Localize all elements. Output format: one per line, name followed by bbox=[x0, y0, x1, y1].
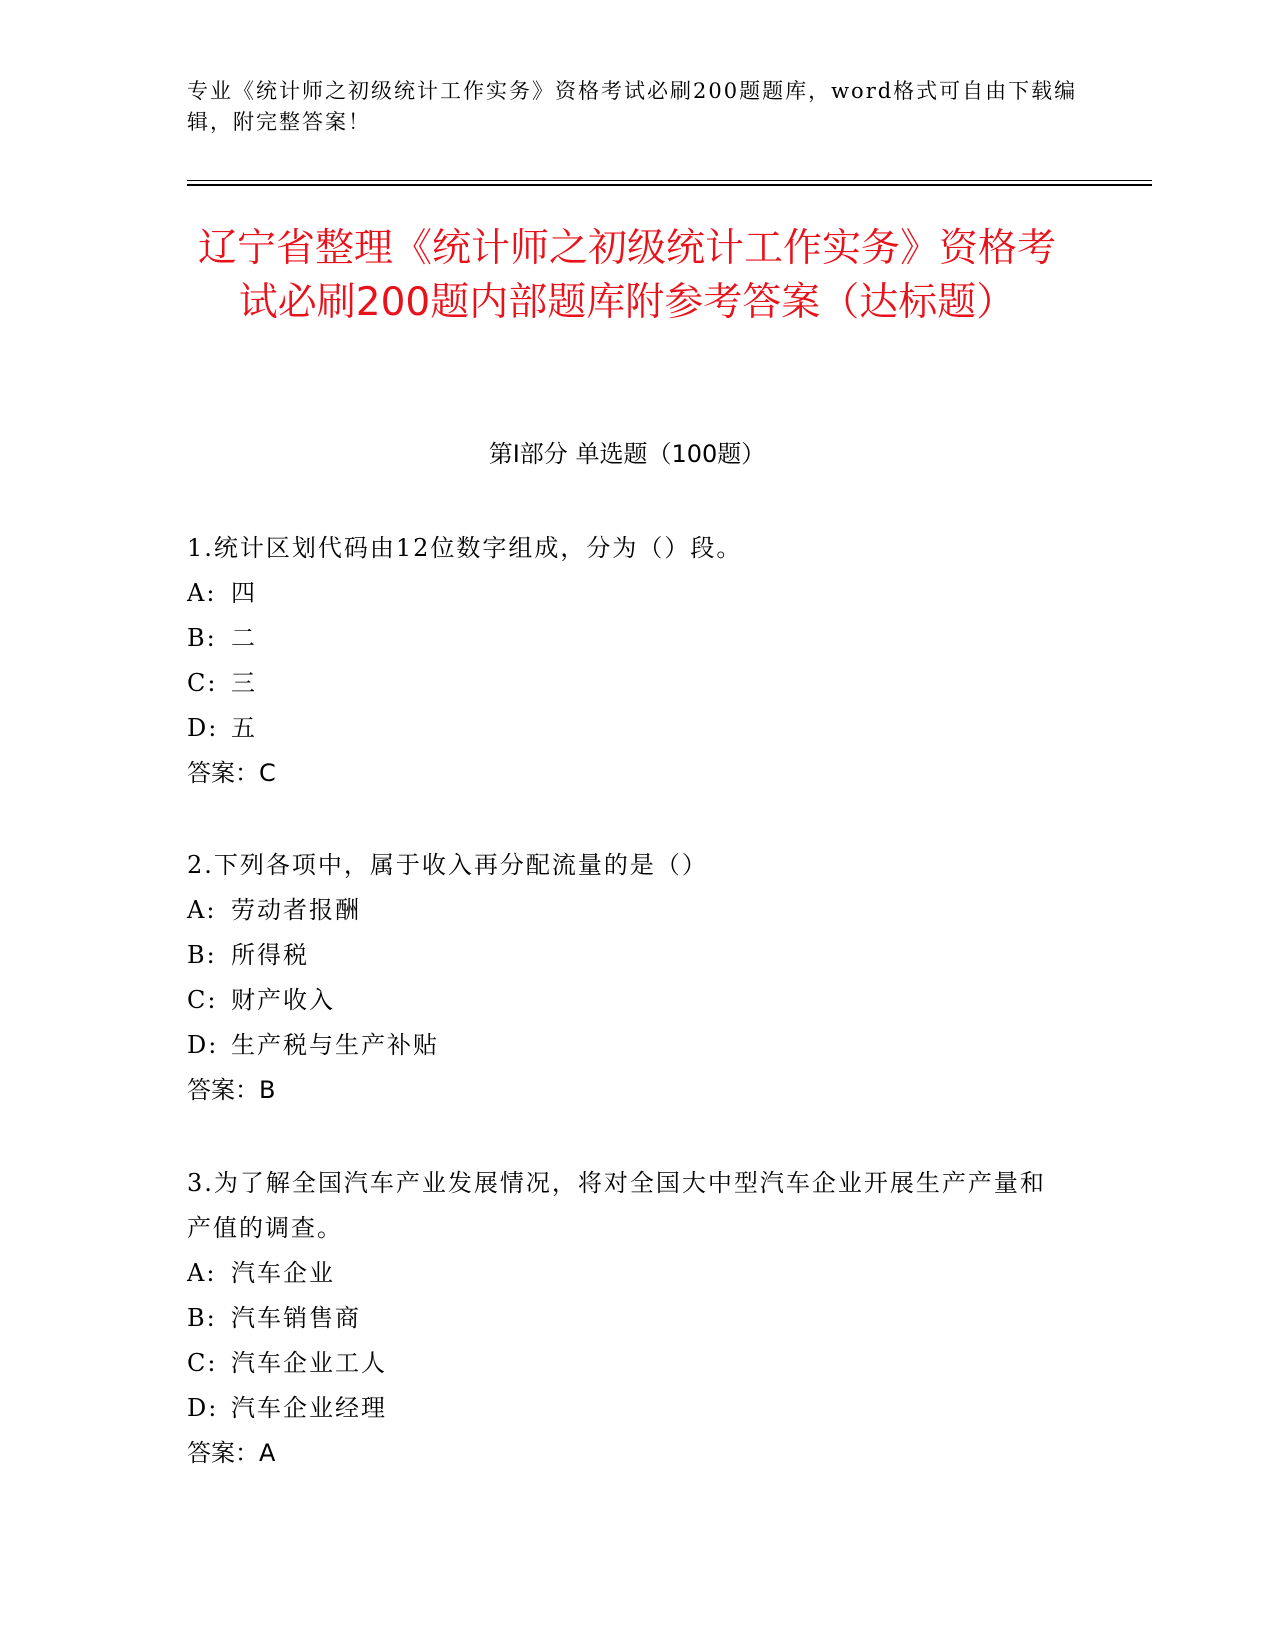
option-key: C: bbox=[187, 986, 218, 1014]
option-b bbox=[187, 616, 1067, 661]
option-text: 汽车销售商 bbox=[231, 1304, 361, 1332]
question-stem: 1.统计区划代码由12位数字组成，分为（）段。 bbox=[187, 534, 743, 562]
option-text: 汽车企业经理 bbox=[231, 1394, 387, 1422]
option-c bbox=[187, 978, 1067, 1023]
option-a bbox=[187, 571, 1067, 616]
option-key: D: bbox=[187, 1394, 219, 1422]
option-b bbox=[187, 933, 1067, 978]
option-key: A: bbox=[187, 579, 217, 607]
option-text: 二 bbox=[231, 624, 257, 652]
option-b bbox=[187, 1296, 1067, 1341]
option-c bbox=[187, 661, 1067, 706]
option-key: C: bbox=[187, 669, 218, 697]
option-key: C: bbox=[187, 1349, 218, 1377]
header-rule-top bbox=[187, 180, 1152, 181]
option-text: 三 bbox=[231, 669, 257, 697]
option-text: 汽车企业 bbox=[231, 1259, 335, 1287]
option-key: D: bbox=[187, 1031, 219, 1059]
option-d bbox=[187, 1023, 1067, 1068]
option-key: B: bbox=[187, 941, 217, 969]
option-key: A: bbox=[187, 896, 217, 924]
header-rule-bottom bbox=[187, 184, 1152, 186]
option-key: A: bbox=[187, 1259, 217, 1287]
option-a bbox=[187, 888, 1067, 933]
question-stem: 3.为了解全国汽车产业发展情况，将对全国大中型汽车企业开展生产产量和产值的调查。 bbox=[187, 1169, 1046, 1242]
option-c bbox=[187, 1341, 1067, 1386]
option-text: 所得税 bbox=[231, 941, 309, 969]
question-stem: 2.下列各项中，属于收入再分配流量的是（） bbox=[187, 851, 708, 879]
option-text: 生产税与生产补贴 bbox=[231, 1031, 439, 1059]
option-a bbox=[187, 1251, 1067, 1296]
document-title: 辽宁省整理《统计师之初级统计工作实务》资格考试必刷200题内部题库附参考答案（达标题） bbox=[197, 226, 1056, 325]
option-text: 五 bbox=[231, 714, 257, 742]
answer: 答案：C bbox=[187, 759, 276, 787]
option-key: D: bbox=[187, 714, 219, 742]
option-key: B: bbox=[187, 624, 217, 652]
answer: 答案：A bbox=[187, 1439, 276, 1467]
option-text: 汽车企业工人 bbox=[231, 1349, 387, 1377]
option-text: 财产收入 bbox=[231, 986, 335, 1014]
question-1 bbox=[187, 526, 1067, 796]
option-text: 劳动者报酬 bbox=[231, 896, 361, 924]
option-d bbox=[187, 706, 1067, 751]
option-text: 四 bbox=[231, 579, 257, 607]
answer: 答案：B bbox=[187, 1076, 276, 1104]
option-d bbox=[187, 1386, 1067, 1431]
header-note: 专业《统计师之初级统计工作实务》资格考试必刷200题题库，word格式可自由下载编辑，附完整答案！ bbox=[187, 79, 1078, 134]
section-heading: 第I部分 单选题（100题） bbox=[488, 440, 766, 468]
option-key: B: bbox=[187, 1304, 217, 1332]
question-2 bbox=[187, 843, 1067, 1113]
question-3 bbox=[187, 1161, 1067, 1476]
